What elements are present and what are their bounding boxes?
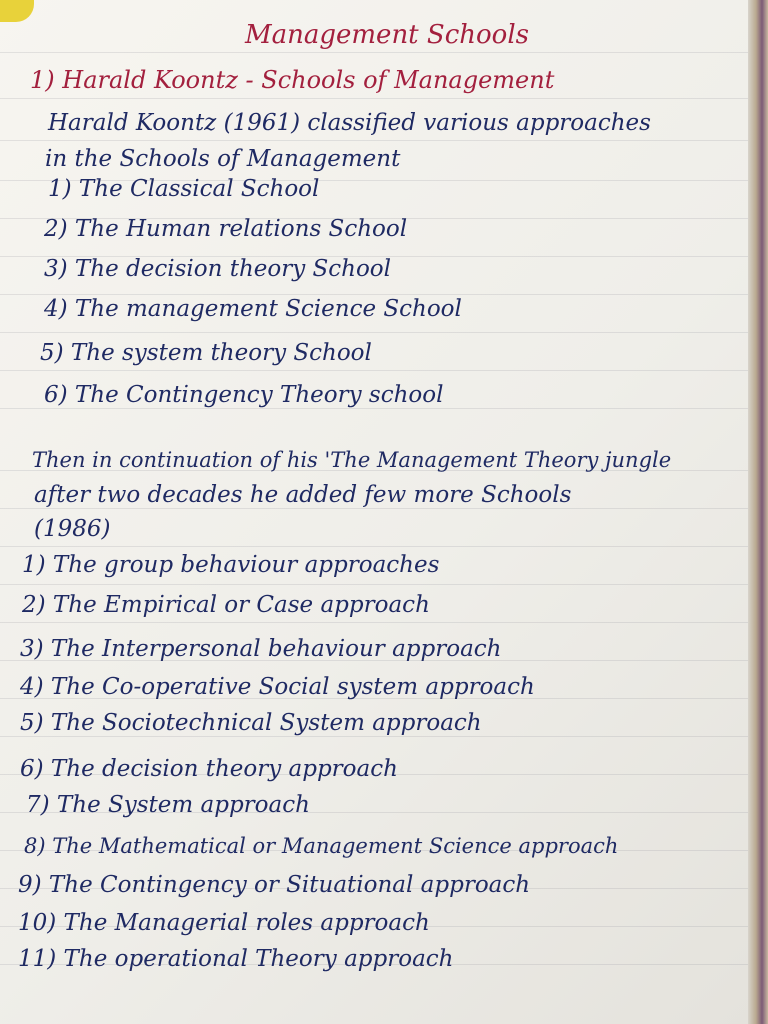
ruled-line bbox=[0, 736, 748, 737]
approach-list-item: 6) The decision theory approach bbox=[20, 756, 398, 782]
continuation-line: Then in continuation of his 'The Management Theory jungle bbox=[32, 448, 672, 472]
approach-list-item: 9) The Contingency or Situational approach bbox=[18, 872, 531, 898]
ruled-line bbox=[0, 140, 748, 141]
school-list-item: 5) The system theory School bbox=[40, 340, 372, 366]
school-list-item: 3) The decision theory School bbox=[44, 256, 392, 282]
approach-list-item: 2) The Empirical or Case approach bbox=[22, 592, 430, 618]
ruled-line bbox=[0, 622, 748, 623]
school-list-item: 2) The Human relations School bbox=[44, 216, 408, 242]
school-list-item: 4) The management Science School bbox=[44, 296, 462, 322]
ruled-line bbox=[0, 584, 748, 585]
ruled-line bbox=[0, 408, 748, 409]
ruled-line bbox=[0, 370, 748, 371]
page-title: Management Schools bbox=[245, 20, 529, 50]
approach-list-item: 8) The Mathematical or Management Science approach bbox=[24, 834, 619, 858]
ruled-line bbox=[0, 98, 748, 99]
approach-list-item: 11) The operational Theory approach bbox=[18, 946, 454, 972]
continuation-year: (1986) bbox=[34, 516, 111, 542]
approach-list-item: 10) The Managerial roles approach bbox=[18, 910, 430, 936]
continuation-line: after two decades he added few more Schools bbox=[34, 482, 572, 508]
section-heading: 1) Harald Koontz - Schools of Management bbox=[30, 66, 555, 94]
ruled-line bbox=[0, 508, 748, 509]
school-list-item: 6) The Contingency Theory school bbox=[44, 382, 444, 408]
school-list-item: 1) The Classical School bbox=[48, 176, 320, 202]
ruled-line bbox=[0, 332, 748, 333]
approach-list-item: 1) The group behaviour approaches bbox=[22, 552, 440, 578]
approach-list-item: 4) The Co-operative Social system approach bbox=[20, 674, 535, 700]
ruled-line bbox=[0, 52, 748, 53]
approach-list-item: 5) The Sociotechnical System approach bbox=[20, 710, 482, 736]
ruled-line bbox=[0, 546, 748, 547]
intro-line: Harald Koontz (1961) classified various approaches bbox=[48, 110, 651, 136]
page-edge bbox=[748, 0, 768, 1024]
yellow-corner-decoration bbox=[0, 0, 34, 22]
approach-list-item: 7) The System approach bbox=[26, 792, 310, 818]
ruled-line bbox=[0, 294, 748, 295]
approach-list-item: 3) The Interpersonal behaviour approach bbox=[20, 636, 502, 662]
intro-line: in the Schools of Management bbox=[45, 146, 401, 172]
